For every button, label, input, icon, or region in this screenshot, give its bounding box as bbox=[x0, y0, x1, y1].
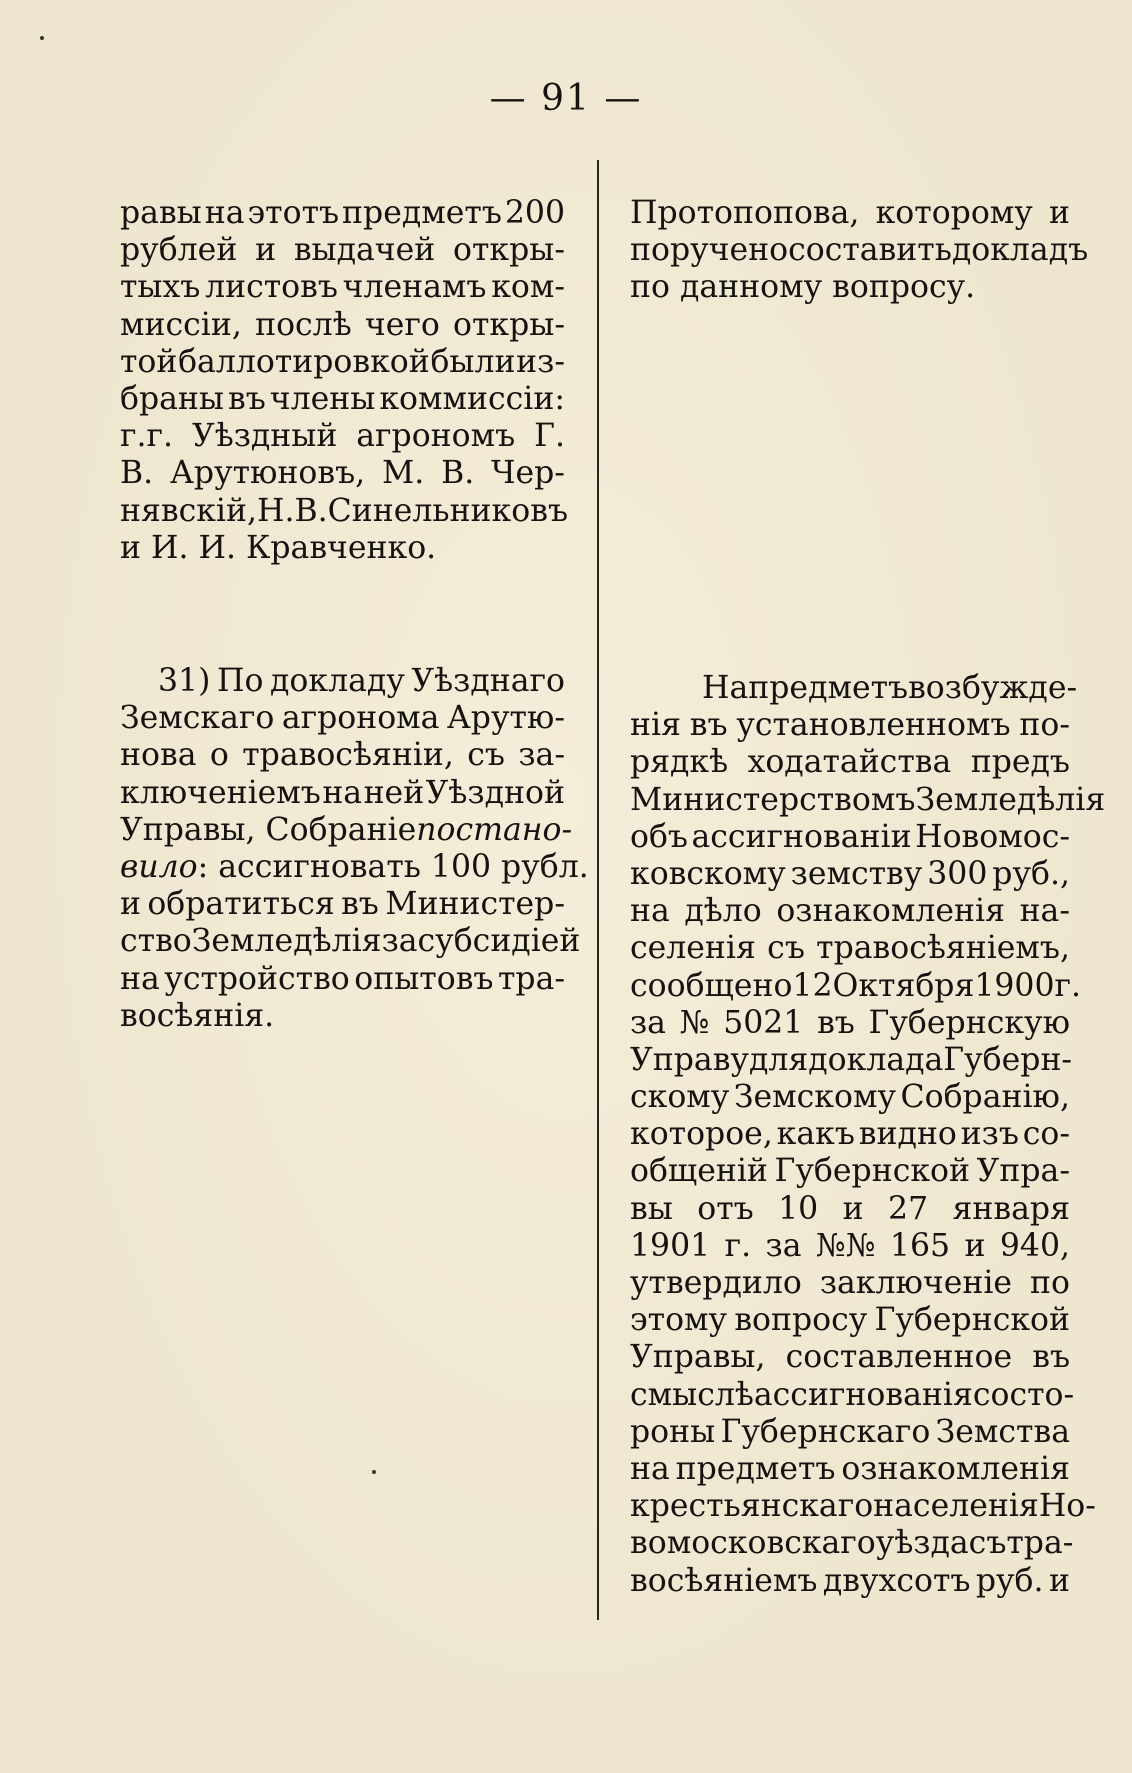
column-divider bbox=[597, 160, 599, 1620]
text-line: этому вопросу Губернской bbox=[630, 1302, 1070, 1339]
text-line-mixed bbox=[120, 811, 573, 849]
text-line: на дѣло ознакомленія на- bbox=[630, 893, 1070, 930]
text-line: сообщено 12 Октября 1900 г. bbox=[630, 967, 1082, 1004]
text-line: В. Арутюновъ, М. В. Чер- bbox=[120, 455, 565, 492]
text-line: На предметъ возбужде- bbox=[702, 670, 1078, 706]
text-line: ство Земледѣлія за субсидіей bbox=[120, 923, 581, 960]
text-line: общеній Губернской Упра- bbox=[630, 1153, 1070, 1190]
text-line: рублей и выдачей откры- bbox=[120, 232, 565, 269]
text-line: Протопопова, которому и bbox=[630, 195, 1070, 231]
page-number: — 91 — bbox=[489, 78, 643, 119]
text-line: Земскаго агронома Арутю- bbox=[120, 700, 565, 737]
text-fragment: : ассигновать 100 рубл. bbox=[197, 848, 589, 885]
text-line: крестьянскаго населенія Но- bbox=[630, 1488, 1096, 1525]
text-line: вы отъ 10 и 27 января bbox=[630, 1190, 1070, 1227]
text-line: восѣяніемъ двухсотъ руб. и bbox=[630, 1562, 1070, 1599]
text-line: нія въ установленномъ по- bbox=[630, 707, 1070, 744]
left-column-block-2 bbox=[120, 663, 589, 1035]
text-line: восѣянія. bbox=[120, 997, 275, 1034]
right-column-block-1 bbox=[630, 195, 1089, 307]
text-line: г.г. Уѣздный агрономъ Г. bbox=[120, 418, 565, 455]
ink-speck bbox=[372, 1470, 376, 1474]
text-line: на устройство опытовъ тра- bbox=[120, 960, 565, 997]
italic-fragment: постано- bbox=[416, 811, 573, 848]
text-line: рядкѣ ходатайства предъ bbox=[630, 744, 1070, 781]
text-line: ключеніемъ на ней Уѣздной bbox=[120, 774, 565, 811]
text-line: которое, какъ видно изъ со- bbox=[630, 1116, 1070, 1153]
italic-fragment: вило bbox=[120, 848, 198, 885]
text-line: и обратиться въ Министер- bbox=[120, 886, 565, 923]
text-line: объ ассигнованіи Новомос- bbox=[630, 818, 1070, 855]
text-line: Управу для доклада Губерн- bbox=[630, 1041, 1073, 1078]
text-line: нявскій, Н. В. Синельниковъ bbox=[120, 492, 568, 529]
text-line: миссіи, послѣ чего откры- bbox=[120, 306, 565, 343]
text-fragment: Управы, Собраніе bbox=[120, 811, 417, 848]
text-line: селенія съ травосѣяніемъ, bbox=[630, 930, 1070, 967]
text-line: нова о травосѣяніи, съ за- bbox=[120, 737, 565, 774]
text-line: 31) По докладу Уѣзднаго bbox=[158, 663, 565, 699]
text-line: и И. И. Кравченко. bbox=[120, 529, 437, 566]
text-line: 1901 г. за №№ 165 и 940, bbox=[630, 1227, 1070, 1264]
text-line: Управы, составленное въ bbox=[630, 1339, 1070, 1376]
right-column-block-2 bbox=[630, 670, 1106, 1600]
text-line: тыхъ листовъ членамъ ком- bbox=[120, 269, 565, 306]
text-line: браны въ члены коммиссіи: bbox=[120, 380, 565, 417]
text-line: скому Земскому Собранію, bbox=[630, 1079, 1070, 1116]
text-line: равы на этотъ предметъ 200 bbox=[120, 195, 565, 231]
text-line: ковскому земству 300 руб., bbox=[630, 855, 1070, 892]
text-line: по данному вопросу. bbox=[630, 269, 976, 306]
text-line: за № 5021 въ Губернскую bbox=[630, 1004, 1070, 1041]
text-line: роны Губернскаго Земства bbox=[630, 1413, 1070, 1450]
text-line: вомосковскаго уѣзда съ тра- bbox=[630, 1525, 1074, 1562]
text-line: Министерствомъ Земледѣлія bbox=[630, 781, 1106, 818]
text-line: на предметъ ознакомленія bbox=[630, 1450, 1070, 1487]
text-line: поручено составить докладъ bbox=[630, 232, 1089, 269]
ink-speck bbox=[40, 36, 44, 40]
left-column-block-1 bbox=[120, 195, 568, 567]
text-line-mixed bbox=[120, 848, 589, 886]
text-line: утвердило заключеніе по bbox=[630, 1265, 1070, 1301]
text-line: смыслѣ ассигнованія со сто- bbox=[630, 1376, 1075, 1413]
text-line: той баллотировкой были из- bbox=[120, 343, 565, 380]
